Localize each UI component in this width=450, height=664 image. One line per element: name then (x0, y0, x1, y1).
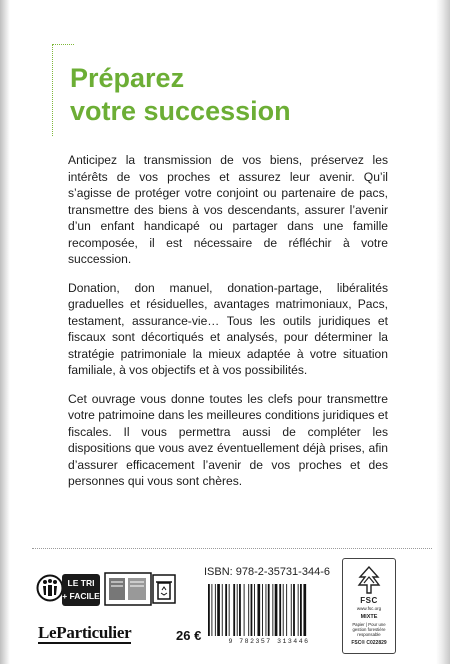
paragraph-summary: Cet ouvrage vous donne toutes les clefs pour transmettre votre patrimoine dans les meilleures conditions juridiques et fiscales. Il vous permettra aussi de compléter les dispositions que vous avez éventuellement déjà prises, afin d’assurer efficacement l’avenir de vos proches et des personnes qui vous sont chères. (68, 391, 388, 488)
cover-edge-right (436, 0, 450, 664)
page-title (70, 62, 400, 128)
publisher-logo: LeParticulier (38, 623, 132, 642)
fsc-label (342, 558, 396, 654)
tri-facile-badge (62, 574, 100, 606)
paragraph-intro: Anticipez la transmission de vos biens, préservez les intérêts de vos proches et assurez leur avenir. Qu’il s’agisse de protéger votre conjoint ou partenaire de pacs, transmettre des biens à vos descendants, assurer l’avenir d’un enfant handicapé ou partager dans une famille recomposée, il est nécessaire de réfléchir à votre succession. (68, 153, 388, 266)
fsc-mixte: MIXTE (360, 614, 378, 620)
barcode-digits: 9 782357 313446 (228, 638, 310, 645)
recycling-paper-icon (104, 572, 152, 606)
fsc-name: FSC (360, 596, 378, 605)
fsc-url: www.fsc.org (356, 606, 382, 611)
tri-badge-line-1: LE TRI (67, 578, 95, 588)
barcode (204, 584, 334, 636)
price: 26 € (176, 628, 202, 643)
title-frame-line (52, 44, 53, 136)
title-line-1: Préparez (70, 63, 185, 93)
paragraph-tools: Donation, don manuel, donation-partage, libéralités graduelles et résiduelles, avantages matrimoniaux, Pacs, testament, assurance-vie… Tous les outils juridiques et fiscaux sont décortiqués et analysés, pour déterminer la stratégie patrimoniale la mieux adaptée à votre situation familiale, à vos objectifs et à vos possibilités. (68, 280, 388, 377)
recycling-bin-icon (152, 574, 176, 604)
title-line-2: votre succession (70, 96, 291, 126)
title-frame-line-top (52, 44, 74, 45)
tri-badge-line-2: + FACILE (62, 591, 100, 601)
fsc-code: FSC® C022829 (351, 640, 387, 646)
triman-icon (36, 574, 64, 602)
isbn: ISBN: 978-2-35731-344-6 (204, 566, 330, 578)
fsc-description: Papier | Pour une gestion forestière responsable (352, 622, 386, 637)
cover-edge-left (0, 0, 10, 664)
fsc-tree-icon (356, 565, 382, 595)
back-cover-text (68, 152, 388, 490)
footer-divider (32, 548, 432, 549)
